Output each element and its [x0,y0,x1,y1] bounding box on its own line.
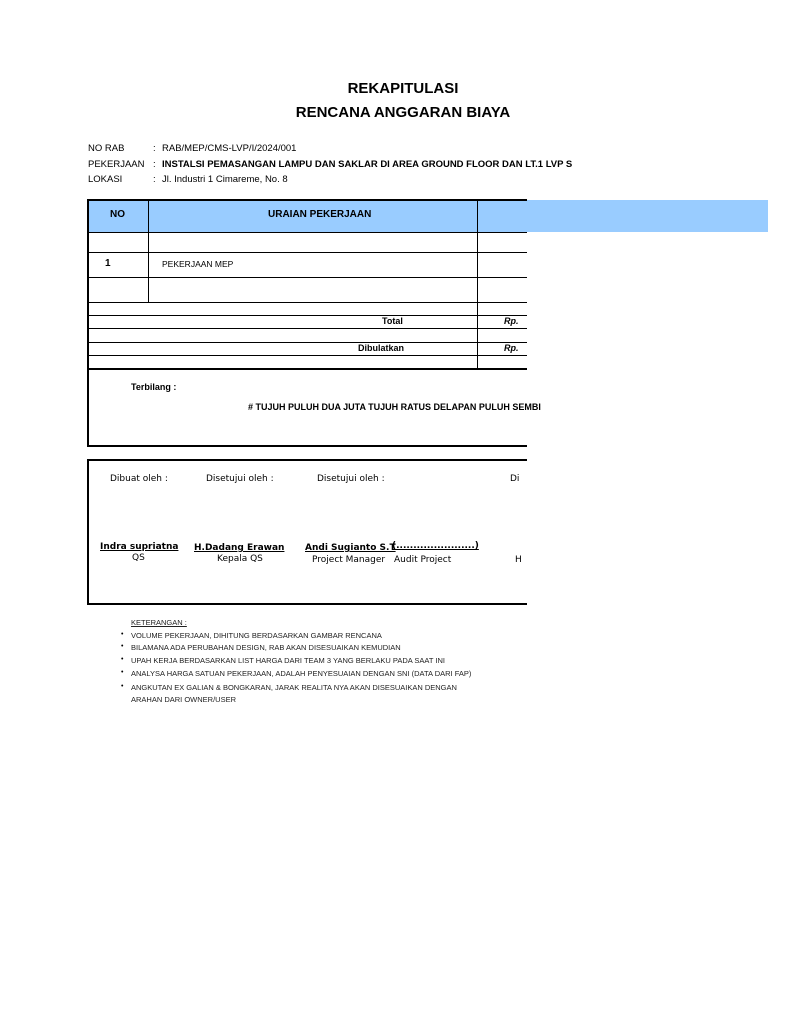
column-header-no: NO [110,209,125,220]
signature-name-qs: Indra supriatna [100,542,179,552]
signature-name-pm: Andi Sugianto S.T [305,543,396,553]
signature-title-audit: Audit Project [394,555,452,565]
signature-title-kepala-qs: Kepala QS [217,554,263,564]
column-header-uraian: URAIAN PEKERJAAN [268,209,372,220]
table-header-bottom [87,232,527,233]
meta-label-no-rab: NO RAB [88,143,125,154]
notes-heading: KETERANGAN : [131,618,187,627]
signature-box-left [87,459,89,605]
terbilang-box-left [87,368,89,447]
signature-name-audit: (.......................) [392,541,479,551]
table-header-fill-overflow [478,200,768,232]
table-row-line [87,355,527,356]
table-border-bottom [87,368,527,370]
signature-box-top [87,459,527,461]
signature-title-pm: Project Manager [312,555,386,565]
note-item: ANGKUTAN EX GALIAN & BONGKARAN, JARAK REALITA NYA AKAN DISESUAIKAN DENGAN [131,683,457,692]
signature-name-kepala-qs: H.Dadang Erawan [194,543,285,553]
total-label: Total [382,316,403,326]
table-row-line [87,328,527,329]
note-item: BILAMANA ADA PERUBAHAN DESIGN, RAB AKAN DISESUAIKAN KEMUDIAN [131,643,401,652]
signature-role-dibuat: Dibuat oleh : [110,474,168,484]
meta-sep: : [153,174,156,185]
note-item: UPAH KERJA BERDASARKAN LIST HARGA DARI TEAM 3 YANG BERLAKU PADA SAAT INI [131,656,445,665]
meta-label-pekerjaan: PEKERJAAN [88,159,145,170]
signature-box-bottom [87,603,527,605]
signature-title-qs: QS [132,553,145,563]
terbilang-value: # TUJUH PULUH DUA JUTA TUJUH RATUS DELAPAN PULUH SEMBI [248,402,541,412]
meta-value-no-rab: RAB/MEP/CMS-LVP/I/2024/001 [162,143,297,154]
note-item: ANALYSA HARGA SATUAN PEKERJAAN, ADALAH PENYESUAIAN DENGAN SNI (DATA DARI FAP) [131,669,472,678]
table-row-line [87,315,527,316]
table-row-line [87,342,527,343]
total-currency: Rp. [504,316,519,326]
rounded-label: Dibulatkan [358,343,405,353]
note-item: VOLUME PEKERJAAN, DIHITUNG BERDASARKAN GAMBAR RENCANA [131,631,382,640]
table-border-left [87,199,89,370]
table-row-line [87,252,527,253]
signature-role-4: Di [510,474,520,484]
table-row-line [87,302,527,303]
table-border-top [87,199,527,201]
table-row-no: 1 [105,258,111,269]
table-col-divider [148,200,149,302]
meta-label-lokasi: LOKASI [88,174,123,185]
note-bullet: • [121,643,124,650]
note-bullet: • [121,631,124,638]
meta-value-pekerjaan: INSTALSI PEMASANGAN LAMPU DAN SAKLAR DI AREA GROUND FLOOR DAN LT.1 LVP S [162,159,573,170]
terbilang-label: Terbilang : [131,382,177,392]
signature-role-disetujui-2: Disetujui oleh : [317,474,385,484]
table-col-divider [477,200,478,368]
terbilang-box-bottom [87,445,527,447]
note-bullet: • [121,669,124,676]
signature-role-disetujui-1: Disetujui oleh : [206,474,274,484]
note-item-continuation: ARAHAN DARI OWNER/USER [131,695,237,704]
rounded-currency: Rp. [504,343,519,353]
table-row-line [87,277,527,278]
table-row-uraian: PEKERJAAN MEP [162,259,234,269]
meta-sep: : [153,159,156,170]
note-bullet: • [121,656,124,663]
meta-sep: : [153,143,156,154]
meta-value-lokasi: Jl. Industri 1 Cimareme, No. 8 [162,174,288,185]
document-title-line1: REKAPITULASI [347,80,459,97]
document-title-line2: RENCANA ANGGARAN BIAYA [295,104,511,121]
note-bullet: • [121,683,124,690]
signature-title-5: H [515,555,522,565]
